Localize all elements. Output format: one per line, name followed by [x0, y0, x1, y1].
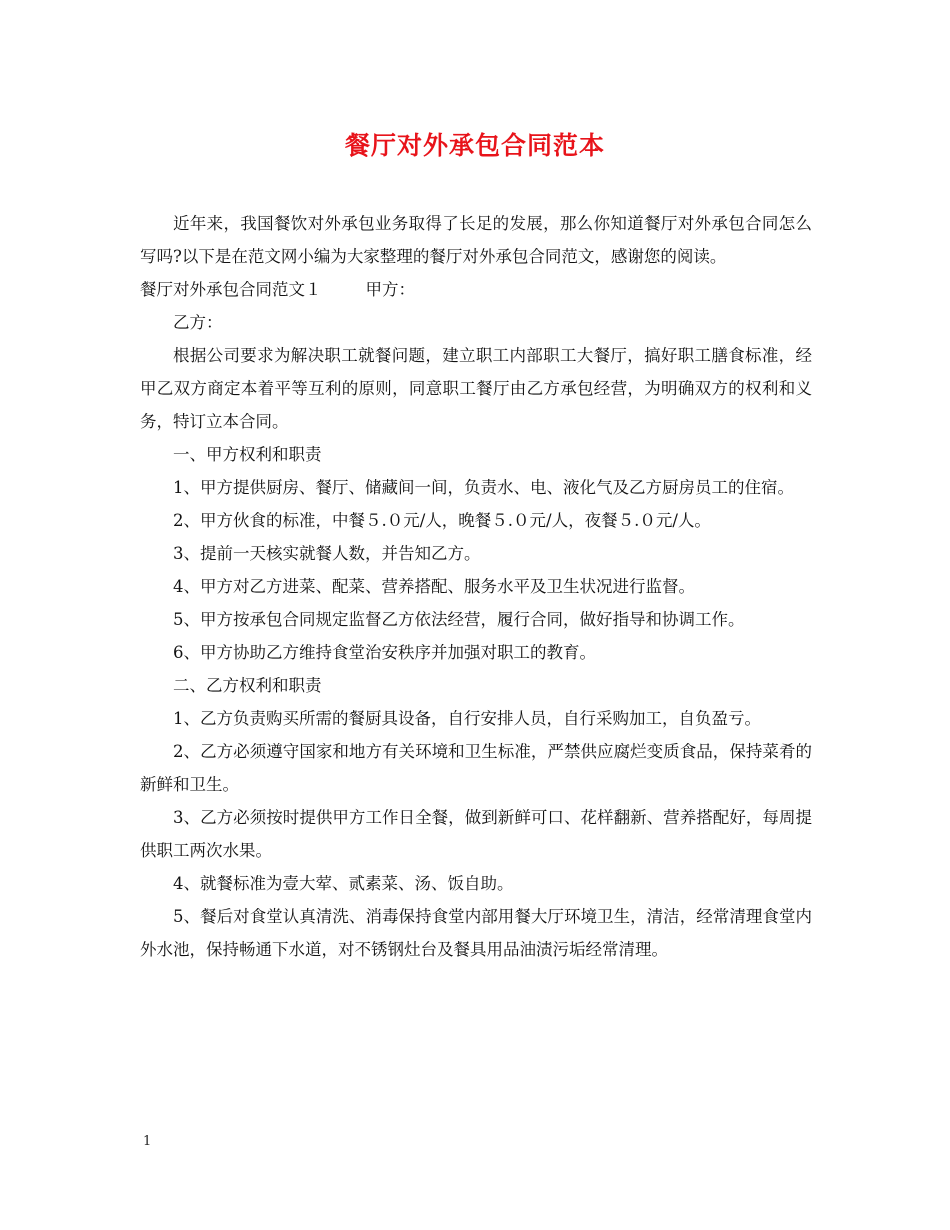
- section-b-item: 4、就餐标准为壹大荤、贰素菜、汤、饭自助。: [173, 874, 514, 893]
- section-b-item: 3、乙方必须按时提供甲方工作日全餐，做到新鲜可口、花样翻新、营养搭配好，每周提供职工两次水果。: [140, 808, 812, 860]
- sample-heading-line: [140, 273, 812, 306]
- section-b-heading: 二、乙方权利和职责: [173, 676, 322, 695]
- section-a-item: 2、甲方伙食的标准，中餐５.０元/人，晚餐５.０元/人，夜餐５.０元/人。: [173, 511, 711, 530]
- section-a-item: 1、甲方提供厨房、餐厅、储藏间一间，负责水、电、液化气及乙方厨房员工的住宿。: [173, 478, 794, 497]
- section-b-item: 2、乙方必须遵守国家和地方有关环境和卫生标准，严禁供应腐烂变质食品，保持菜肴的新鲜和卫生。: [140, 742, 812, 794]
- section-a-item: 4、甲方对乙方进菜、配菜、营养搭配、服务水平及卫生状况进行监督。: [173, 577, 695, 596]
- section-b-item: 1、乙方负责购买所需的餐厨具设备，自行安排人员，自行采购加工，自负盈亏。: [173, 709, 761, 728]
- section-b-item: 5、餐后对食堂认真清洗、消毒保持食堂内部用餐大厅环境卫生，清洁，经常清理食堂内外水池，保持畅通下水道，对不锈钢灶台及餐具用品油渍污垢经常清理。: [140, 907, 812, 959]
- party-a-label: 甲方：: [365, 280, 415, 299]
- sample-heading: 餐厅对外承包合同范文１: [140, 280, 322, 299]
- section-a-heading: 一、甲方权利和职责: [173, 445, 322, 464]
- section-a-item: 5、甲方按承包合同规定监督乙方依法经营，履行合同，做好指导和协调工作。: [173, 610, 745, 629]
- preamble-paragraph: 根据公司要求为解决职工就餐问题，建立职工内部职工大餐厅，搞好职工膳食标准，经甲乙双方商定本着平等互利的原则，同意职工餐厅由乙方承包经营，为明确双方的权利和义务，特订立本合同。: [140, 346, 812, 431]
- page-number: 1: [143, 1134, 152, 1149]
- section-a-item: 3、提前一天核实就餐人数，并告知乙方。: [173, 544, 481, 563]
- document-title: 餐厅对外承包合同范本: [344, 131, 605, 160]
- party-b-label: 乙方：: [173, 313, 223, 332]
- section-a-item: 6、甲方协助乙方维持食堂治安秩序并加强对职工的教育。: [173, 643, 596, 662]
- document-body: [140, 207, 812, 966]
- intro-paragraph: 近年来，我国餐饮对外承包业务取得了长足的发展，那么你知道餐厅对外承包合同怎么写吗?以下是在范文网小编为大家整理的餐厅对外承包合同范文，感谢您的阅读。: [140, 214, 812, 266]
